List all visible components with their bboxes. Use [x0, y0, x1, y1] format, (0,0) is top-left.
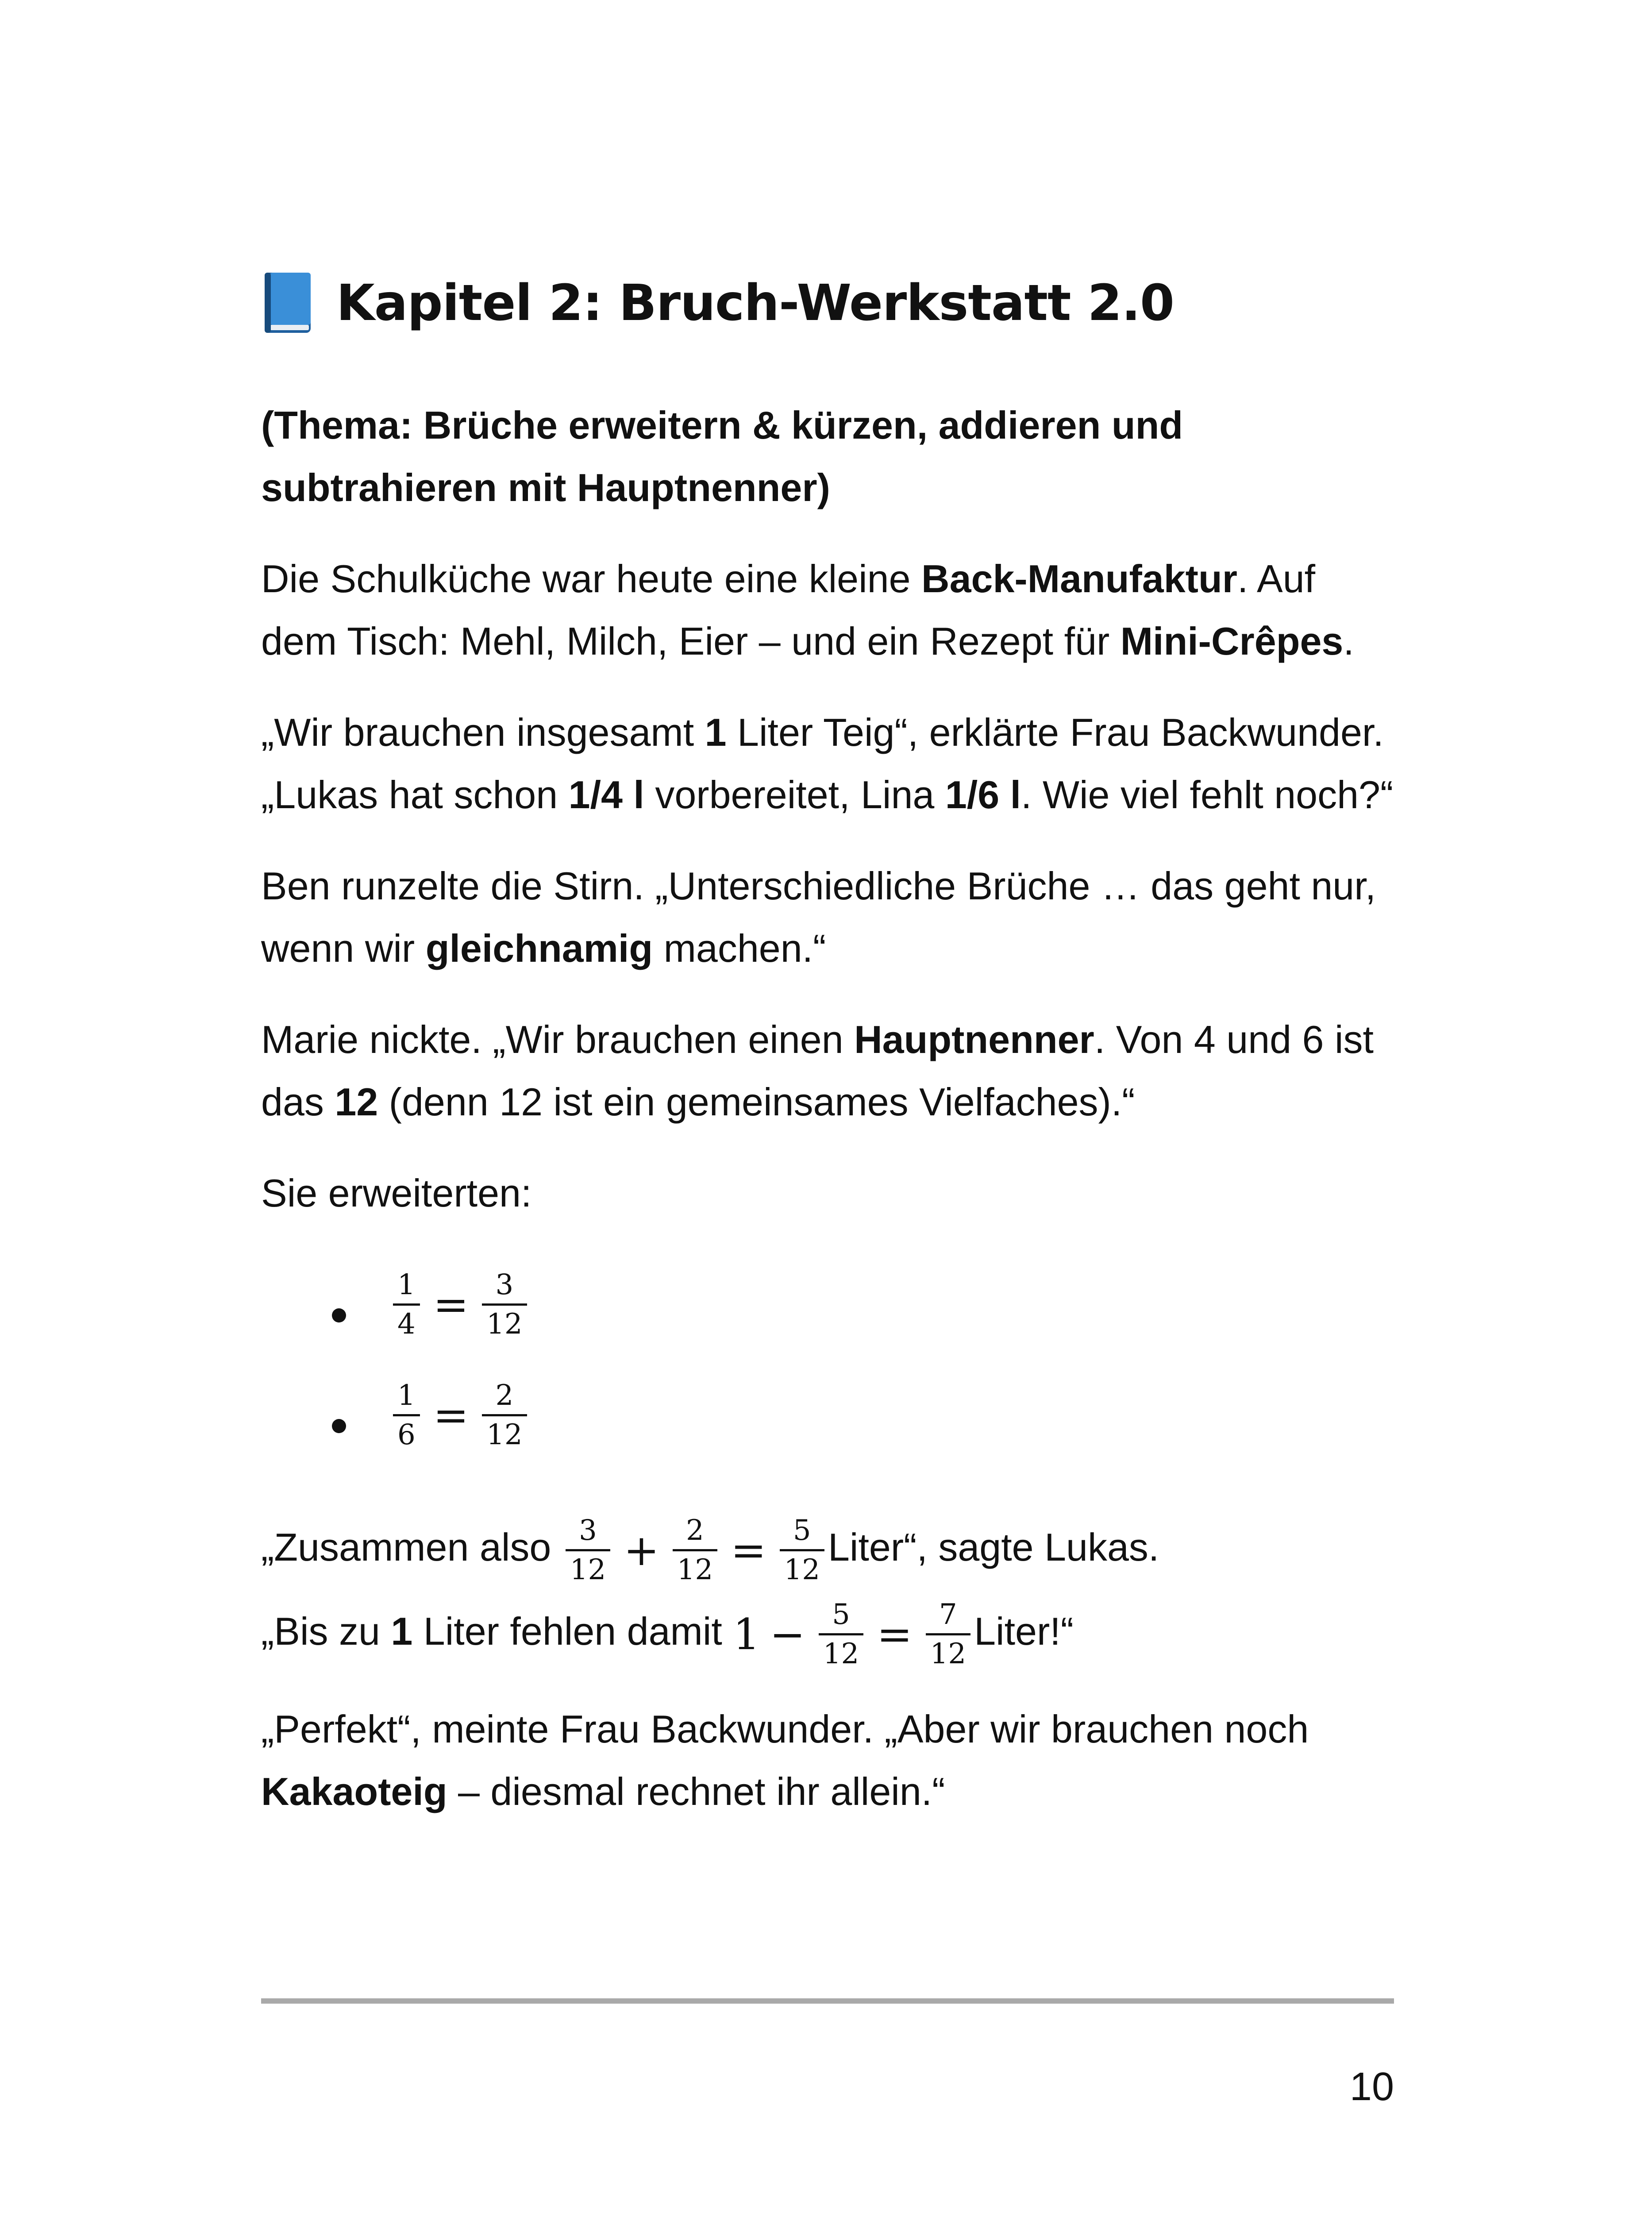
- page-number: 10: [1349, 2065, 1394, 2109]
- blue-book-icon: [261, 270, 314, 336]
- fraction: $\frac{3}{12}$: [482, 1266, 527, 1343]
- fraction: $\frac{1}{4}$: [393, 1266, 420, 1343]
- chapter-title: Kapitel 2: Bruch-Werkstatt 2.0: [336, 274, 1174, 332]
- paragraph-expand: Sie erweiterten:: [261, 1171, 532, 1215]
- horizontal-divider: [261, 1998, 1394, 2004]
- bullet-icon: [332, 1308, 346, 1322]
- fraction: $\frac{1}{6}$: [393, 1377, 420, 1453]
- paragraph-cocoa: „Perfekt“, meinte Frau Backwunder. „Aber wir brauchen noch Kakaoteig – diesmal rechnet ihr allein.“: [261, 1707, 1309, 1813]
- list-item: [261, 1266, 1394, 1377]
- difference-equation-line: „Bis zu 1 Liter fehlen damit 1 − $\frac{5}{12}$ = $\frac{7}{12}$ Liter!“: [261, 1589, 1394, 1673]
- fraction: $\frac{7}{12}$: [926, 1596, 970, 1673]
- paragraph-dough: „Wir brauchen insgesamt 1 Liter Teig“, erklärte Frau Backwunder. „Lukas hat schon 1/4 l vorbereitet, Lina 1/6 l. Wie viel fehlt noch?“: [261, 710, 1394, 817]
- fraction: $\frac{5}{12}$: [780, 1512, 824, 1588]
- fraction: $\frac{3}{12}$: [566, 1512, 610, 1588]
- fraction: $\frac{5}{12}$: [819, 1596, 863, 1673]
- fraction-equation: $\frac{1}{6}$ = $\frac{2}{12}$: [389, 1377, 531, 1453]
- paragraph-marie: Marie nickte. „Wir brauchen einen Hauptnenner. Von 4 und 6 ist das 12 (denn 12 ist ein gemeinsames Vielfaches).“: [261, 1018, 1374, 1124]
- chapter-header: [261, 270, 1394, 336]
- paragraph-kitchen: Die Schulküche war heute eine kleine Back-Manufaktur. Auf dem Tisch: Mehl, Milch, Eier – und ein Rezept für Mini-Crêpes.: [261, 557, 1354, 663]
- fraction: $\frac{2}{12}$: [673, 1512, 717, 1588]
- bullet-icon: [332, 1419, 346, 1433]
- fraction: $\frac{2}{12}$: [482, 1377, 527, 1453]
- chapter-topic: (Thema: Brüche erweitern & kürzen, addieren und subtrahieren mit Hauptnenner): [261, 403, 1183, 509]
- fraction-equation: $\frac{1}{4}$ = $\frac{3}{12}$: [389, 1266, 531, 1343]
- fraction-list: [261, 1266, 1394, 1488]
- list-item: [261, 1377, 1394, 1488]
- sum-equation-line: „Zusammen also $\frac{3}{12}$ + $\frac{2}{12}$ = $\frac{5}{12}$ Liter“, sagte Lukas.: [261, 1505, 1394, 1589]
- chapter-content: [261, 270, 1394, 1851]
- paragraph-ben: Ben runzelte die Stirn. „Unterschiedliche Brüche … das geht nur, wenn wir gleichnamig machen.“: [261, 864, 1376, 970]
